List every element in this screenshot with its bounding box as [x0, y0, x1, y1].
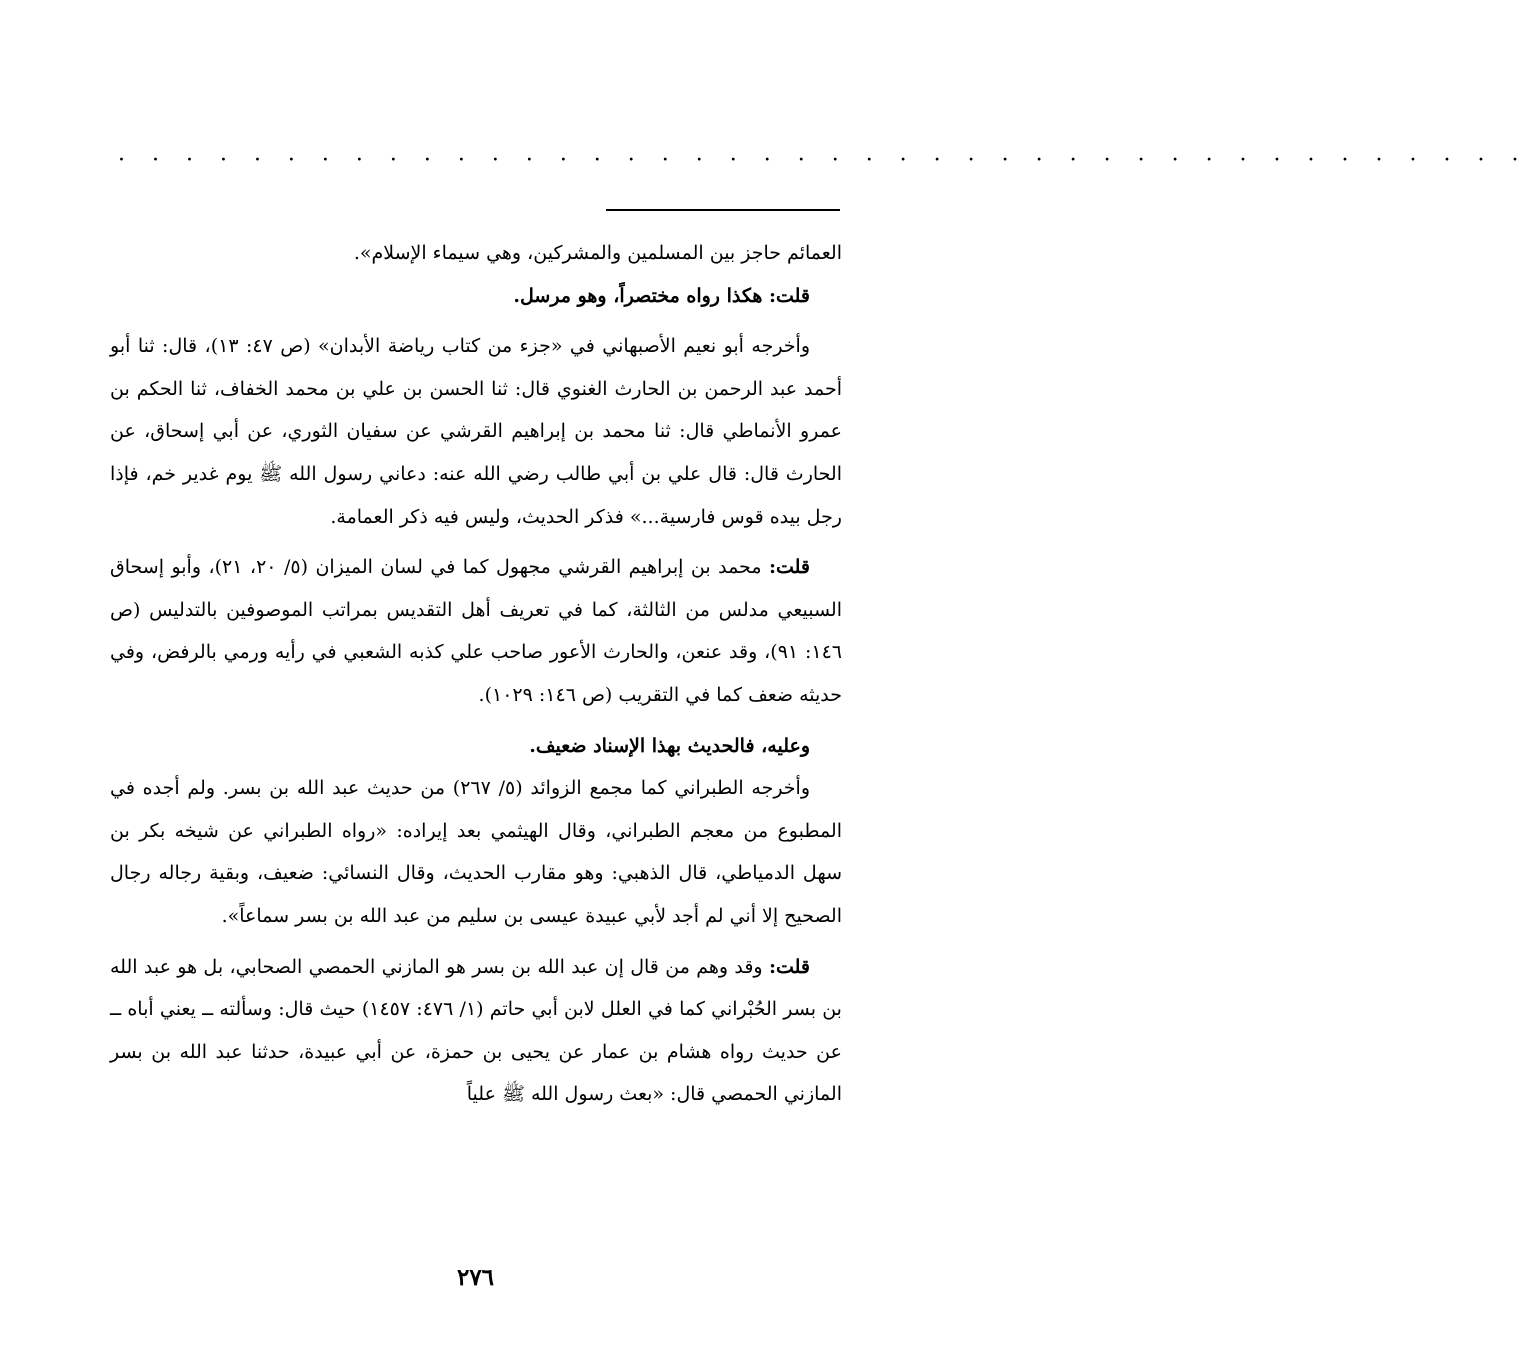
page-number: ٢٧٦	[456, 1264, 495, 1291]
paragraph-note-mursal: قلت: هكذا رواه مختصراً، وهو مرسل.	[513, 284, 810, 307]
paragraph-continuation: العمائم حاجز بين المسلمين والمشركين، وهي سيماء الإسلام».	[353, 242, 842, 264]
footnote-rule	[606, 209, 840, 211]
paragraph-abdullah-ibn-busr: قلت: وقد وهم من قال إن عبد الله بن بسر هو المازني الحمصي الصحابي، بل هو عبد الله بن بسر الحُبْراني كما في العلل لابن أبي حاتم (١/ ٤٧٦: ١٤٥٧) حيث قال: وسألته ــ يعني أباه ــ عن حديث رواه هشام بن عمار عن يحيى بن حمزة، عن أبي عبيدة، حدثنا عبد الله بن بسر المازني الحمصي قال: «بعث رسول الله ﷺ علياً	[110, 955, 842, 1106]
paragraph-narrator-critique: قلت: محمد بن إبراهيم القرشي مجهول كما في لسان الميزان (٥/ ٢٠، ٢١)، وأبو إسحاق السبيعي مدلس من الثالثة، كما في تعريف أهل التقديس بمراتب الموصوفين بالتدليس (ص ١٤٦: ٩١)، وقد عنعن، والحارث الأعور صاحب علي كذبه الشعبي في رأيه ورمي بالرفض، وفي حديثه ضعف كما في التقريب (ص ١٤٦: ١٠٢٩).	[110, 556, 842, 706]
body-text	[110, 232, 842, 1116]
paragraph-abu-nuaym: وأخرجه أبو نعيم الأصبهاني في «جزء من كتاب رياضة الأبدان» (ص ٤٧: ١٣)، قال: ثنا أبو أحمد عبد الرحمن بن الحارث الغنوي قال: ثنا الحسن بن علي بن محمد الخفاف، ثنا الحكم بن عمرو الأنماطي قال: ثنا محمد بن إبراهيم القرشي عن سفيان الثوري، عن أبي إسحاق، عن الحارث قال: قال علي بن أبي طالب رضي الله عنه: دعاني رسول الله ﷺ يوم غدير خم، فإذا رجل بيده قوس فارسية...» فذكر الحديث، وليس فيه ذكر العمامة.	[110, 335, 842, 528]
paragraph-verdict: وعليه، فالحديث بهذا الإسناد ضعيف.	[529, 734, 810, 757]
dotted-separator: · · · · · · · · · · · · · · · · · · · · · · · · · · · · · · · · · · · · · · · · · ·	[118, 148, 1528, 173]
paragraph-tabarani: وأخرجه الطبراني كما مجمع الزوائد (٥/ ٢٦٧) من حديث عبد الله بن بسر. ولم أجده في المطبوع من معجم الطبراني، وقال الهيثمي بعد إيراده: «رواه الطبراني عن شيخه بكر بن سهل الدمياطي، قال الذهبي: وهو مقارب الحديث، وقال النسائي: ضعيف، وبقية رجاله رجال الصحيح إلا أني لم أجد لأبي عبيدة عيسى بن سليم من عبد الله بن بسر سماعاً».	[110, 777, 842, 927]
